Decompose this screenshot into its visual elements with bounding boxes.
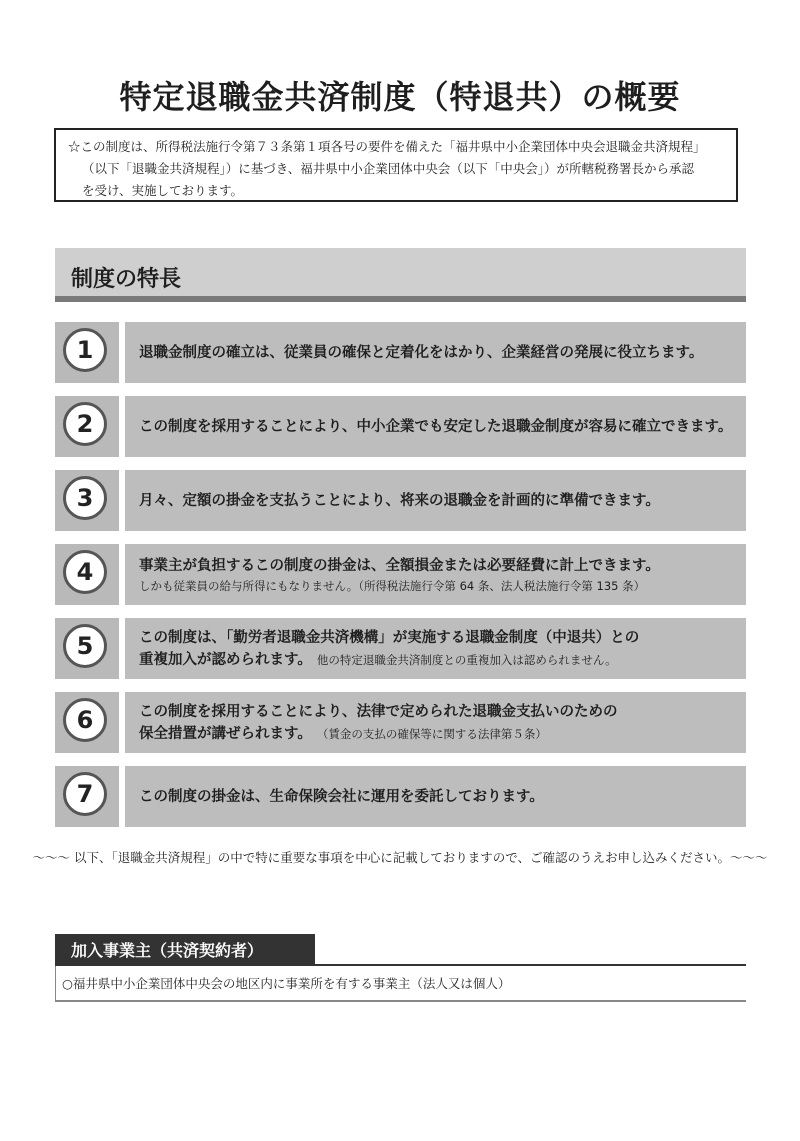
feature-main-text: この制度は、「勤労者退職金共済機構」が実施する退職金制度（中退共）との <box>139 629 640 646</box>
feature-main-text: この制度の掛金は、生命保険会社に運用を委託しております。 <box>139 788 544 805</box>
feature-item-4 <box>55 544 746 605</box>
feature-number: 3 <box>63 476 107 520</box>
feature-main-text-cont: 重複加入が認められます。 <box>139 651 312 668</box>
feature-text-cell <box>125 470 746 531</box>
feature-main-text: 退職金制度の確立は、従業員の確保と定着化をはかり、企業経営の発展に役立ちます。 <box>139 344 704 361</box>
feature-item-7 <box>55 766 746 827</box>
member-heading: 加入事業主（共済契約者） <box>55 934 315 964</box>
feature-number-cell <box>55 322 119 383</box>
feature-number: 6 <box>63 698 107 742</box>
feature-main-text-cont: 保全措置が講ぜられます。 <box>139 725 312 742</box>
member-text: ○福井県中小企業団体中央会の地区内に事業所を有する事業主（法人又は個人） <box>55 966 746 1002</box>
feature-number-cell <box>55 396 119 457</box>
feature-number-cell <box>55 544 119 605</box>
feature-text-cell <box>125 618 746 679</box>
notice-line-3: を受け、実施しております。 <box>82 183 244 198</box>
feature-item-5 <box>55 618 746 679</box>
feature-number-cell <box>55 618 119 679</box>
feature-number-cell <box>55 766 119 827</box>
feature-main-text: 月々、定額の掛金を支払うことにより、将来の退職金を計画的に準備できます。 <box>139 492 660 509</box>
feature-number: 4 <box>63 550 107 594</box>
feature-item-6 <box>55 692 746 753</box>
feature-main-text: この制度を採用することにより、中小企業でも安定した退職金制度が容易に確立できます。 <box>139 418 733 435</box>
feature-inline-note: 他の特定退職金共済制度との重複加入は認められません。 <box>316 652 617 667</box>
feature-main-text-line-2 <box>139 649 746 671</box>
feature-main-text: 事業主が負担するこの制度の掛金は、全額損金または必要経費に計上できます。 <box>139 557 660 574</box>
feature-number: 1 <box>63 328 107 372</box>
footnote: ～～～ 以下、「退職金共済規程」の中で特に重要な事項を中心に記載しておりますので、ご確認のうえお申し込みください。～～～ <box>32 850 768 865</box>
notice-line-2: （以下「退職金共済規程」）に基づき、福井県中小企業団体中央会（以下「中央会」）が所轄税務署長から承認 <box>82 161 695 176</box>
feature-main-text-line-2 <box>139 723 746 745</box>
feature-text-cell <box>125 766 746 827</box>
page-title: 特定退職金共済制度（特退共）の概要 <box>119 78 681 116</box>
feature-text-cell <box>125 396 746 457</box>
feature-number: 2 <box>63 402 107 446</box>
feature-text-cell <box>125 544 746 605</box>
features-heading: 制度の特長 <box>71 267 182 292</box>
feature-item-1 <box>55 322 746 383</box>
feature-number: 7 <box>63 772 107 816</box>
feature-sub-text: しかも従業員の給与所得にもなりません。（所得税法施行令第 64 条、法人税法施行令第 135 条） <box>139 578 646 593</box>
features-list <box>55 322 746 840</box>
feature-number: 5 <box>63 624 107 668</box>
notice-line-1: ☆この制度は、所得税法施行令第７３条第１項各号の要件を備えた「福井県中小企業団体中央会退職金共済規程」 <box>68 139 706 154</box>
feature-item-2 <box>55 396 746 457</box>
features-heading-bar <box>55 248 746 302</box>
feature-inline-note: （賃金の支払の確保等に関する法律第５条） <box>316 726 547 741</box>
feature-number-cell <box>55 470 119 531</box>
feature-text-cell <box>125 692 746 753</box>
notice-box <box>54 128 738 202</box>
feature-number-cell <box>55 692 119 753</box>
feature-main-text: この制度を採用することにより、法律で定められた退職金支払いのための <box>139 703 618 720</box>
feature-item-3 <box>55 470 746 531</box>
feature-text-cell <box>125 322 746 383</box>
